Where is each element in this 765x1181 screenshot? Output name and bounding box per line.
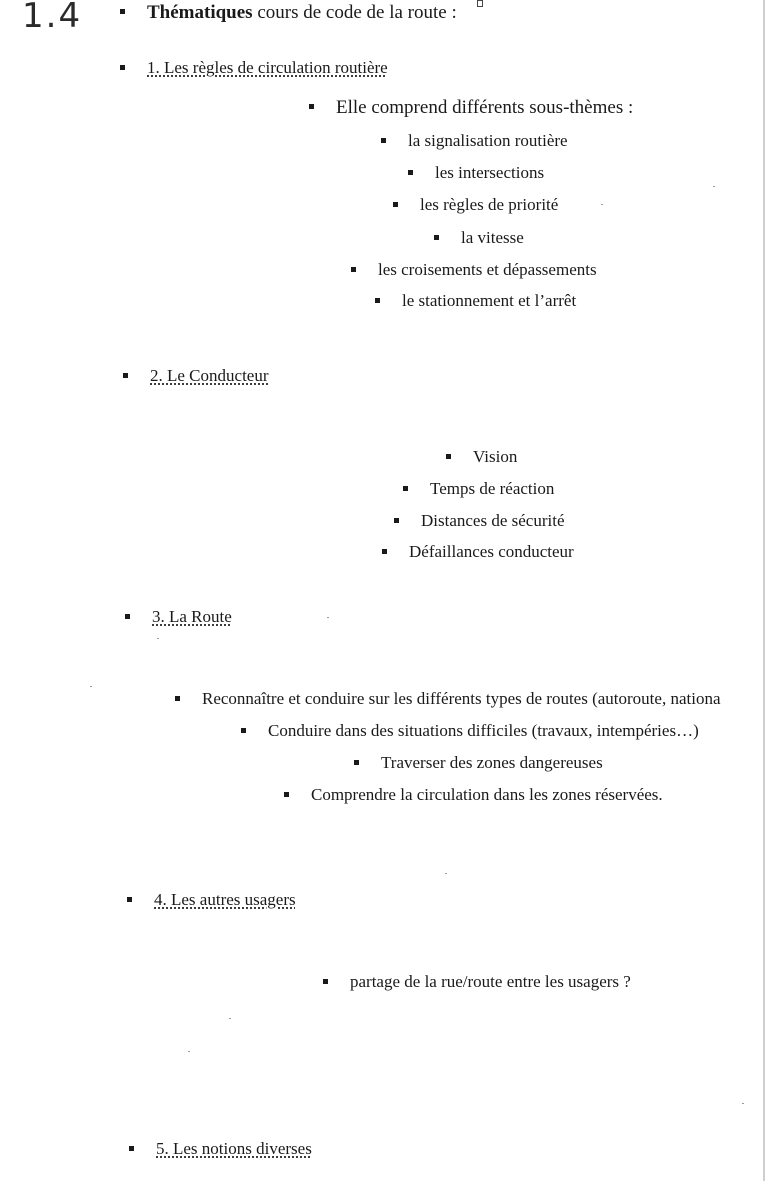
list-item: Reconnaître et conduire sur les différents types de routes (autoroute, nationa	[175, 689, 720, 709]
scan-speck	[229, 1018, 231, 1019]
list-item: le stationnement et l’arrêt	[375, 291, 576, 311]
bullet-icon	[284, 792, 289, 797]
bullet-icon	[129, 1146, 134, 1151]
list-item: partage de la rue/route entre les usagers ?	[323, 972, 631, 992]
bullet-icon	[120, 65, 125, 70]
section-3-heading: 3. La Route	[125, 607, 232, 627]
bullet-icon	[394, 518, 399, 523]
section-5-heading: 5. Les notions diverses	[129, 1139, 312, 1159]
page-title	[120, 3, 457, 23]
bullet-icon	[381, 138, 386, 143]
list-item: Vision	[446, 447, 517, 467]
list-item: Conduire dans des situations difficiles (travaux, intempéries…)	[241, 721, 699, 741]
bullet-icon	[408, 170, 413, 175]
bullet-icon	[323, 979, 328, 984]
bullet-icon	[354, 760, 359, 765]
scan-speck	[445, 873, 447, 874]
scan-speck	[157, 638, 159, 639]
bullet-icon	[120, 9, 125, 14]
bullet-icon	[175, 696, 180, 701]
bullet-icon	[351, 267, 356, 272]
title-rest: cours de code de la route :	[252, 2, 457, 23]
bullet-icon	[403, 486, 408, 491]
list-item: Distances de sécurité	[394, 511, 565, 531]
bullet-icon	[125, 614, 130, 619]
title-bold: Thématiques	[147, 2, 253, 23]
list-item: Traverser des zones dangereuses	[354, 753, 603, 773]
bullet-icon	[434, 235, 439, 240]
scan-speck	[742, 1103, 744, 1104]
bullet-icon	[382, 549, 387, 554]
section-2-heading: 2. Le Conducteur	[123, 366, 269, 386]
list-item: Comprendre la circulation dans les zones réservées.	[284, 785, 663, 805]
list-item: les intersections	[408, 163, 544, 183]
list-item: Temps de réaction	[403, 479, 554, 499]
scan-speck	[327, 617, 329, 618]
checkbox-mark	[477, 0, 483, 7]
section-1-heading: 1. Les règles de circulation routière	[120, 58, 388, 78]
handwritten-note: 1.4	[22, 0, 83, 36]
list-item: la vitesse	[434, 228, 524, 248]
scan-speck	[713, 186, 715, 187]
bullet-icon	[127, 897, 132, 902]
scan-speck	[90, 686, 92, 687]
section-1-intro: Elle comprend différents sous-thèmes :	[309, 98, 633, 118]
bullet-icon	[393, 202, 398, 207]
bullet-icon	[309, 104, 314, 109]
bullet-icon	[375, 298, 380, 303]
list-item: Défaillances conducteur	[382, 542, 574, 562]
bullet-icon	[241, 728, 246, 733]
bullet-icon	[446, 454, 451, 459]
list-item: les règles de priorité	[393, 195, 558, 215]
list-item: la signalisation routière	[381, 131, 568, 151]
scan-speck	[601, 204, 603, 205]
scan-speck	[188, 1051, 190, 1052]
list-item: les croisements et dépassements	[351, 260, 597, 280]
bullet-icon	[123, 373, 128, 378]
section-4-heading: 4. Les autres usagers	[127, 890, 296, 910]
